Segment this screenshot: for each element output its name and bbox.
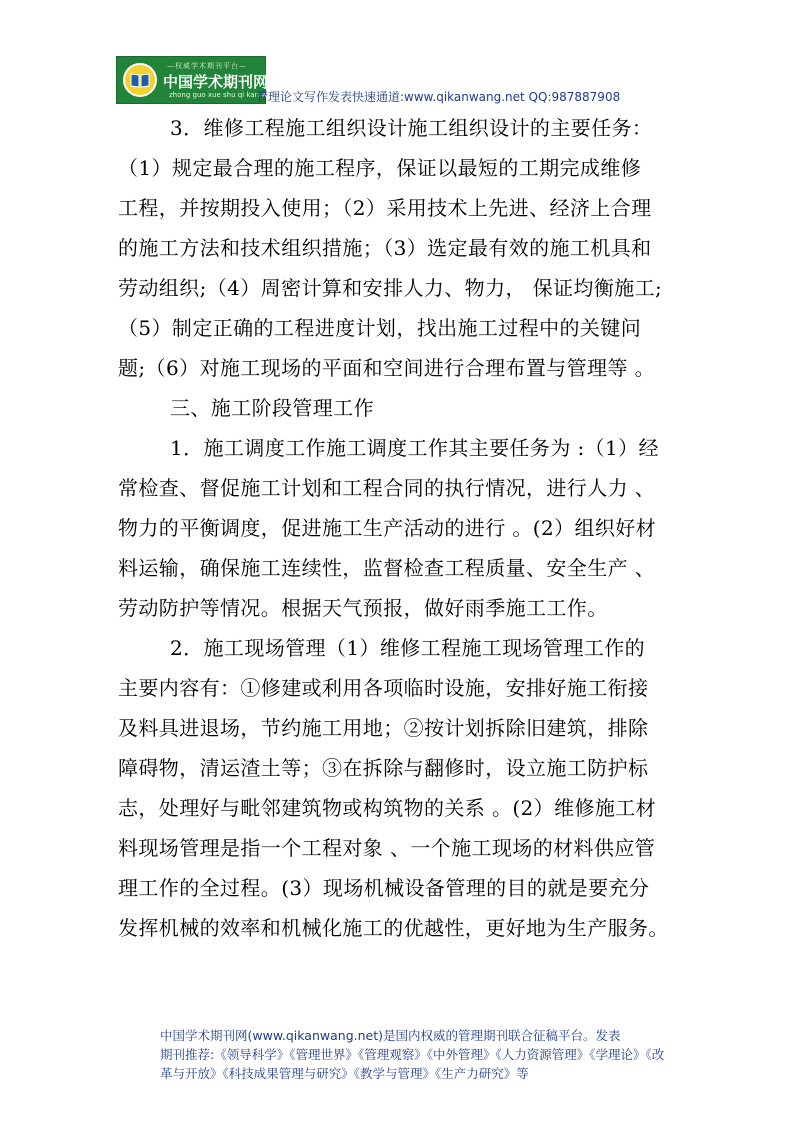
section-heading: 三、施工阶段管理工作 [170,396,374,420]
document-body [118,108,678,948]
footer-line: 革与开放》《科技成果管理与研究》《教学与管理》《生产力研究》等 [160,1066,529,1081]
body-line: 劳动组织;（4）周密计算和安排人力、物力， 保证均衡施工; [118,276,663,300]
page-header [116,56,676,106]
body-line: 志，处理好与毗邻建筑物或构筑物的关系 。(2）维修施工材 [118,796,657,820]
footer-line: 期刊推荐:《领导科学》《管理世界》《管理观察》《中外管理》《人力资源管理》《学理论》《改 [160,1047,665,1062]
body-line: 3．维修工程施工组织设计施工组织设计的主要任务： [170,116,653,140]
body-line: 料现场管理是指一个工程对象 、一个施工现场的材料供应管 [118,836,656,860]
body-line: 主要内容有：①修建或利用各项临时设施，安排好施工衔接 [118,676,649,700]
body-line: （5）制定正确的工程进度计划，找出施工过程中的关键问 [118,316,642,340]
body-line: 2．施工现场管理（1）维修工程施工现场管理工作的 [170,636,646,660]
book-icon [123,63,157,97]
logo-title: 中国学术期刊网 [163,73,269,91]
header-link[interactable]: 管理论文写作发表快速通道:www.qikanwang.net QQ:987887908 [256,90,621,104]
body-line: 工程，并按期投入使用；（2）采用技术上先进、经济上合理 [118,196,652,220]
body-line: 题;（6）对施工现场的平面和空间进行合理布置与管理等 。 [118,356,656,380]
body-line: 理工作的全过程。(3）现场机械设备管理的目的就是要充分 [118,876,650,900]
body-line: 的施工方法和技术组织措施；（3）选定最有效的施工机具和 [118,236,652,260]
body-line: 物力的平衡调度，促进施工生产活动的进行 。(2）组织好材 [118,516,657,540]
body-line: 料运输，确保施工连续性，监督检查工程质量、安全生产 、 [118,556,656,580]
body-line: 常检查、督促施工计划和工程合同的执行情况，进行人力 、 [118,476,656,500]
body-line: 障碍物，清运渣土等；③在拆除与翻修时，设立施工防护标 [118,756,649,780]
body-line: 劳动防护等情况。根据天气预报，做好雨季施工工作。 [118,596,608,620]
logo-tagline: —权威学术期刊平台— [167,62,247,70]
footer-line[interactable]: 中国学术期刊网(www.qikanwang.net)是国内权威的管理期刊联合征稿平台。发表 [160,1028,621,1043]
site-logo[interactable] [116,56,281,104]
page-footer [160,1026,700,1083]
body-line: 发挥机械的效率和机械化施工的优越性，更好地为生产服务。 [118,916,669,940]
body-line: 1．施工调度工作施工调度工作其主要任务为 :（1）经 [170,436,659,460]
body-line: （1）规定最合理的施工程序，保证以最短的工期完成维修 [118,156,642,180]
logo-subtitle: zhong guo xue shu qi kan wang [169,91,281,99]
body-line: 及料具进退场，节约施工用地；②按计划拆除旧建筑，排除 [118,716,649,740]
